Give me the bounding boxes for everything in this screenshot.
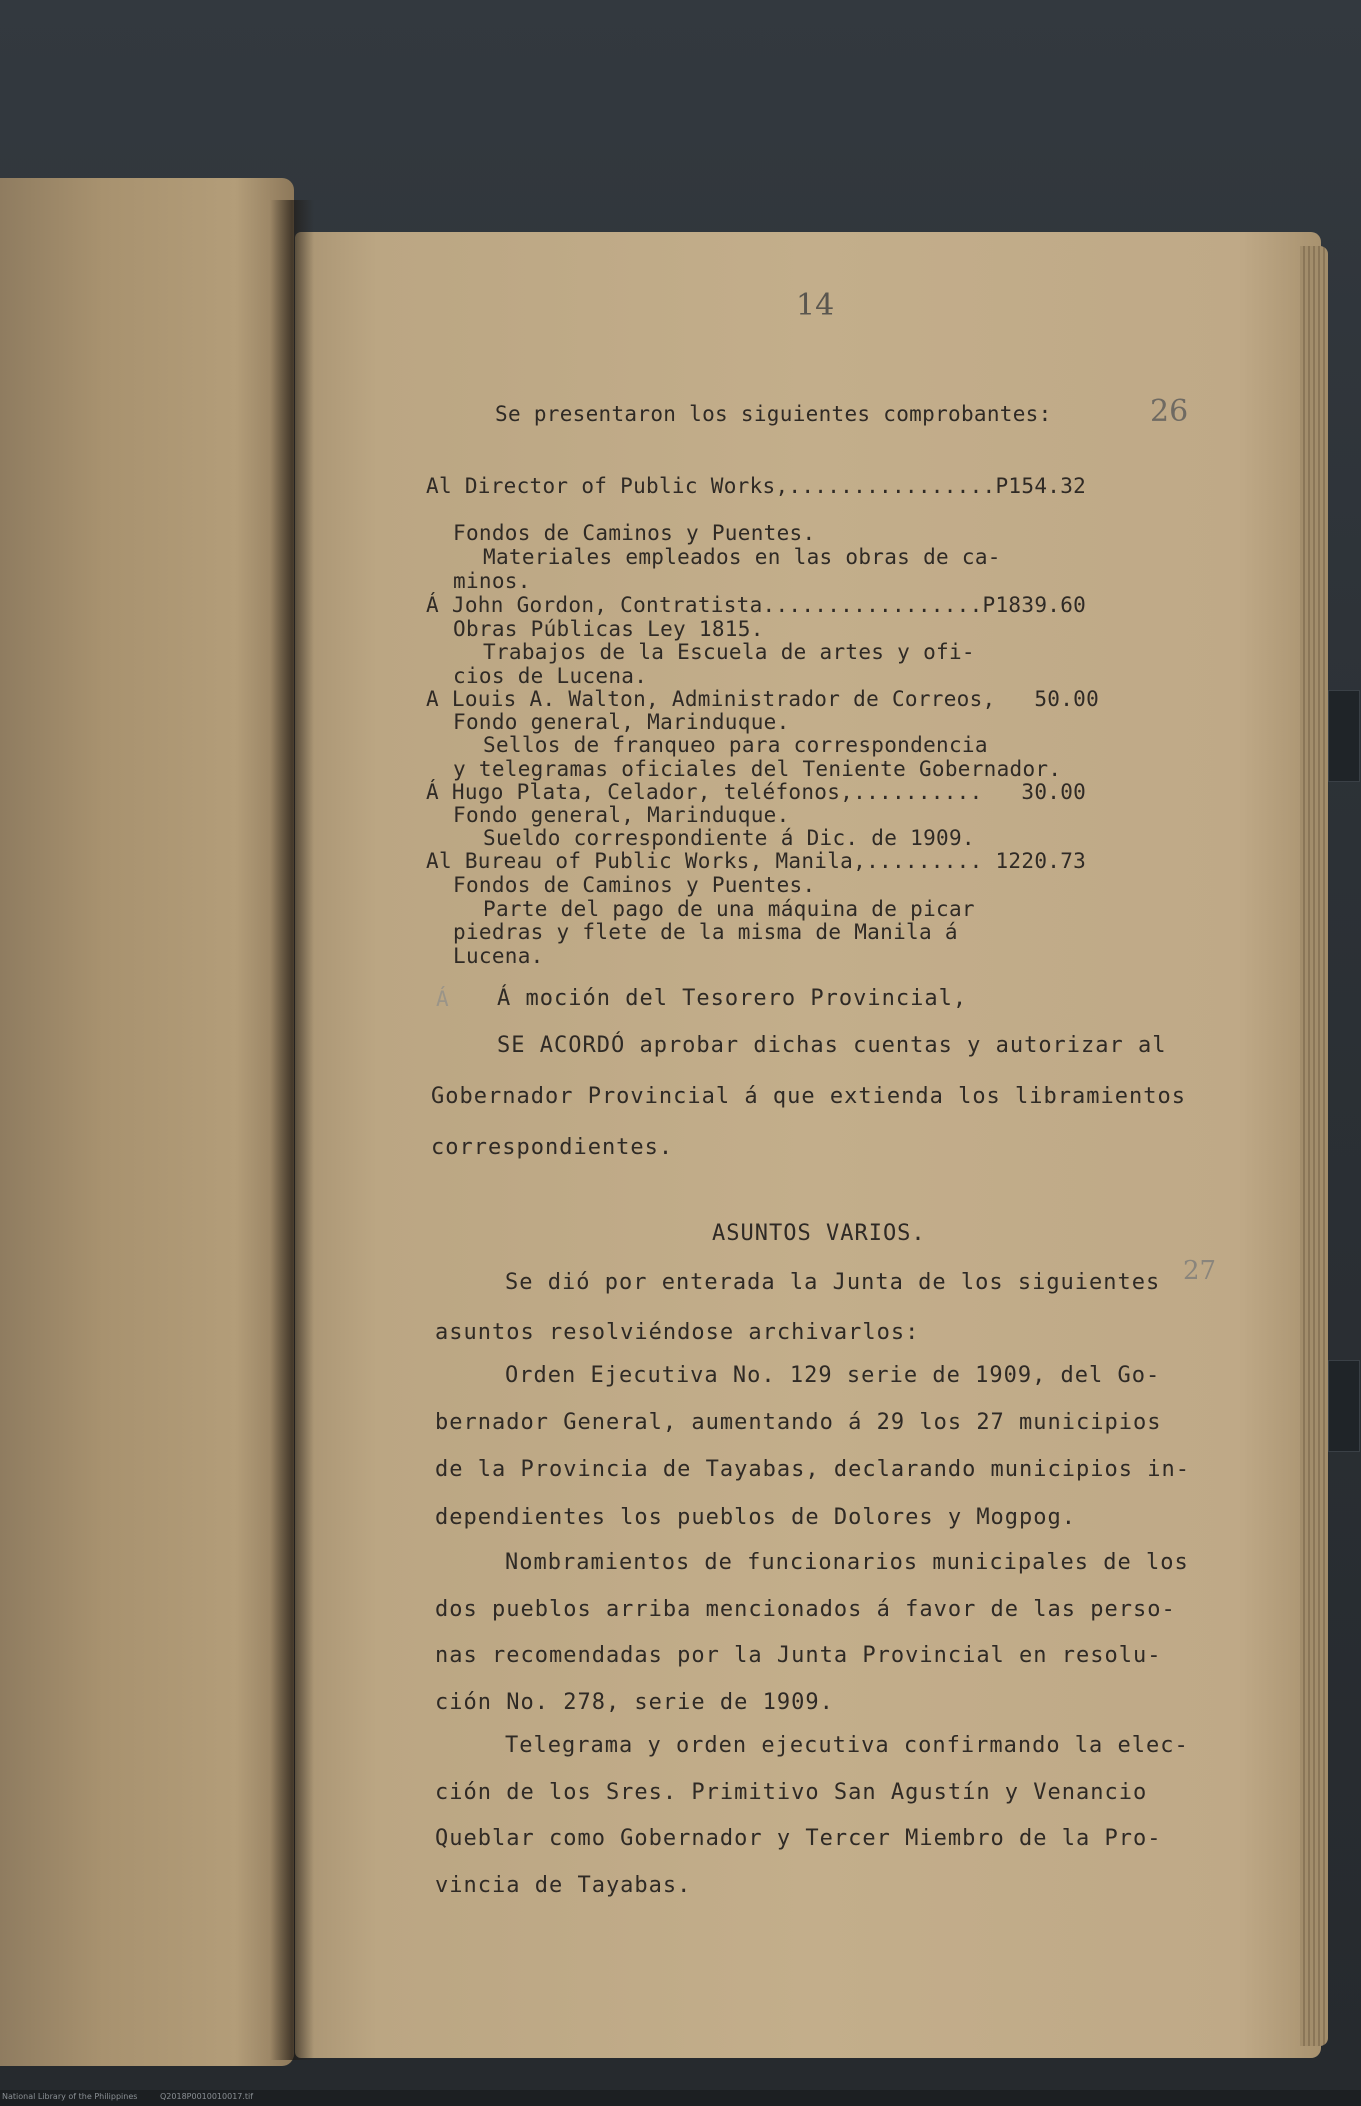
body-line: de la Provincia de Tayabas, declarando municipios in-	[435, 1457, 1190, 1482]
section-heading: ASUNTOS VARIOS.	[712, 1221, 926, 1246]
voucher-line: Á Hugo Plata, Celador, teléfonos,.......... 30.00	[426, 780, 1087, 804]
voucher-line: Obras Públicas Ley 1815.	[453, 617, 764, 641]
voucher-line: Lucena.	[453, 944, 544, 968]
body-line: Queblar como Gobernador y Tercer Miembro de la Pro-	[435, 1826, 1162, 1851]
voucher-line: Á John Gordon, Contratista.................P1839.60	[426, 593, 1087, 617]
body-line: Se dió por enterada la Junta de los siguientes	[505, 1270, 1161, 1295]
motion-line: Gobernador Provincial á que extienda los libramientos	[431, 1084, 1186, 1109]
footer-filename: Q2018P0010010017.tif	[160, 2092, 254, 2101]
body-line: dos pueblos arriba mencionados á favor de las perso-	[435, 1597, 1176, 1622]
voucher-line: Materiales empleados en las obras de ca-	[483, 545, 1001, 569]
body-line: nas recomendadas por la Junta Provincial en resolu-	[435, 1643, 1162, 1668]
voucher-line: piedras y flete de la misma de Manila á	[453, 920, 958, 944]
voucher-line: Trabajos de la Escuela de artes y ofi-	[483, 640, 975, 664]
body-line: dependientes los pueblos de Dolores y Mogpog.	[435, 1505, 1077, 1530]
faint-mark: Á	[436, 987, 449, 1011]
page-edges	[1300, 246, 1328, 2046]
body-line: Orden Ejecutiva No. 129 serie de 1909, del Go-	[505, 1363, 1161, 1388]
margin-note-27: 27	[1183, 1256, 1217, 1286]
body-line: ción No. 278, serie de 1909.	[435, 1690, 834, 1715]
page-number: 14	[796, 288, 835, 323]
body-line: ción de los Sres. Primitivo San Agustín y Venancio	[435, 1780, 1148, 1805]
left-page	[0, 178, 294, 2066]
voucher-line: Fondo general, Marinduque.	[453, 710, 790, 734]
voucher-line: Fondos de Caminos y Puentes.	[453, 873, 816, 897]
body-line: Telegrama y orden ejecutiva confirmando la elec-	[505, 1733, 1189, 1758]
motion-line: Á moción del Tesorero Provincial,	[497, 986, 968, 1011]
scan-footer	[0, 2090, 1361, 2106]
voucher-line: Fondo general, Marinduque.	[453, 803, 790, 827]
voucher-line: minos.	[453, 569, 531, 593]
voucher-line: Sueldo correspondiente á Dic. de 1909.	[483, 826, 975, 850]
motion-line: SE ACORDÓ aprobar dichas cuentas y autorizar al	[497, 1033, 1167, 1058]
body-line: asuntos resolviéndose archivarlos:	[435, 1320, 920, 1345]
body-line: vincia de Tayabas.	[435, 1873, 692, 1898]
margin-note-26: 26	[1150, 394, 1189, 429]
voucher-line: Sellos de franqueo para correspondencia	[483, 733, 988, 757]
voucher-line: A Louis A. Walton, Administrador de Correos, 50.00	[426, 687, 1100, 711]
binder-clip-bottom	[1328, 1360, 1360, 1452]
voucher-line: Fondos de Caminos y Puentes.	[453, 521, 816, 545]
voucher-line: cios de Lucena.	[453, 664, 648, 688]
voucher-line: y telegramas oficiales del Teniente Gobernador.	[453, 757, 1062, 781]
body-line: Nombramientos de funcionarios municipales de los	[505, 1550, 1189, 1575]
book-gutter	[270, 200, 314, 2060]
footer-source: National Library of the Philippines	[2, 2092, 138, 2101]
voucher-line: Al Director of Public Works,................P154.32	[426, 474, 1087, 498]
intro-line: Se presentaron los siguientes comprobantes:	[495, 402, 1052, 426]
binder-clip-top	[1328, 690, 1360, 782]
body-line: bernador General, aumentando á 29 los 27 municipios	[435, 1410, 1162, 1435]
voucher-line: Parte del pago de una máquina de picar	[483, 897, 975, 921]
voucher-line: Al Bureau of Public Works, Manila,......... 1220.73	[426, 849, 1087, 873]
motion-line: correspondientes.	[431, 1135, 674, 1160]
